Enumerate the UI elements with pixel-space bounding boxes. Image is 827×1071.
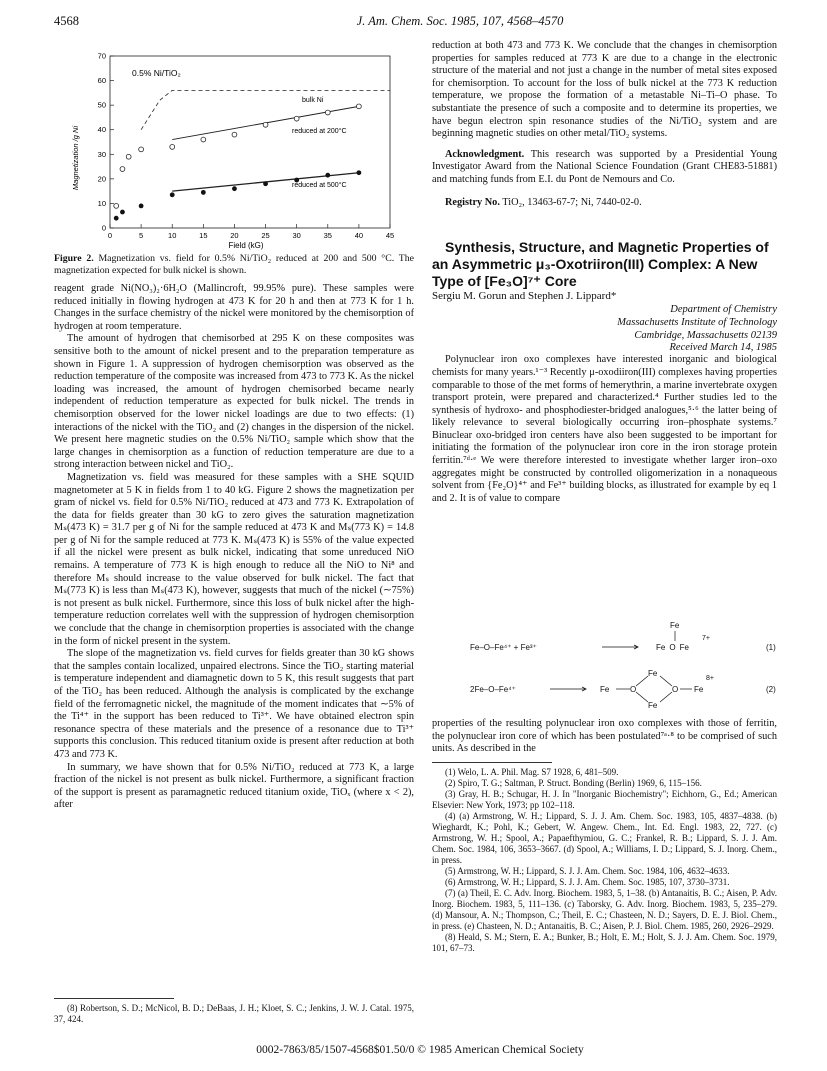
- acknowledgment: [432, 149, 777, 187]
- x-tick-label: 40: [354, 231, 364, 240]
- running-header: J. Am. Chem. Soc. 1985, 107, 4568–4570: [356, 14, 564, 28]
- eq2-fe-bottom: Fe: [648, 701, 658, 710]
- article-paragraph-1: Polynuclear iron oxo complexes have interested inorganic and biological chemists for many years.¹⁻³ Recently μ-oxodiiron(III) complexes having properties comparable to those of the met forms of hemerythrin, a marine invertebrate oxygen transport protein, were prepared and characterized.⁴ Further studies led to the synthesis of hydroxo- and phosphodiester-bridged analogues,⁵·⁶ the latter being of likely relevance to several biologically occurring iron–phosphate systems.⁷ Binuclear oxo-bridged iron centers have also been suggested to be important for initiating the formation of the polynuclear iron core in the iron storage protein ferritin.⁷ᵈ·ᵉ We were therefore interested to investigate whether larger iron–oxo aggregates might be constructed by controlled oligomerization in a nonaqueous solvent from {Fe₂O}⁴⁺ and Fe³⁺ building blocks, as illustrated for example by eq 1 and 2. It is of value to compare: [432, 354, 777, 504]
- article-authors: Sergiu M. Gorun and Stephen J. Lippard*: [432, 290, 617, 303]
- point-reduced-500: [114, 216, 119, 221]
- y-tick-label: 40: [97, 125, 106, 135]
- point-reduced-200: [356, 104, 361, 109]
- eq1-product: [656, 643, 689, 652]
- reference-4: (4) (a) Armstrong, W. H.; Lippard, S. J. J. Am. Chem. Soc. 1983, 105, 4837–4838. (b) Wieghardt, K.; Pohl, K.; Gebert, W. Angew. Chem., Int. Ed. Engl. 1983, 22, 727. (c) Armstrong, W. H.; Spool, A.; Papaefthymiou, G. C.; Frankel, R. B.; Lippard, S. J. J. Am. Chem. Soc. 1984, 106, 3653–3667. (d) Spool, A.; Williams, I. D.; Lippard, S. J. Inorg. Chem., in press.: [432, 810, 777, 865]
- eq2-charge: 8+: [706, 675, 714, 682]
- point-reduced-200: [126, 154, 131, 159]
- chart-axes: [98, 52, 395, 241]
- equations: [470, 620, 790, 710]
- reduced-200-label: reduced at 200°C: [292, 128, 347, 135]
- left-footnote-block: [54, 992, 414, 1025]
- x-tick-label: 20: [230, 231, 239, 240]
- x-tick-label: 0: [107, 231, 113, 240]
- eq2-bond-2: [636, 692, 648, 702]
- eq2-fe-top: Fe: [648, 669, 658, 678]
- eq2-bond-4: [660, 692, 672, 702]
- caption-text: Magnetization vs. field for 0.5% Ni/TiO₂ reduced at 200 and 500 °C. The magnetization expected for bulk nickel is shown.: [54, 253, 414, 276]
- point-reduced-200: [170, 145, 175, 150]
- point-reduced-500: [232, 186, 237, 191]
- left-paragraph-5: In summary, we have shown that for 0.5% Ni/TiO₂ reduced at 773 K, a large fraction of the nickel is not present as bulk nickel. Furthermore, a significant fraction of the support is present as paramagnetic reduced titanium oxide, TiOₓ (where x < 2), after: [54, 761, 414, 811]
- point-reduced-200: [325, 110, 330, 115]
- point-reduced-200: [139, 147, 144, 152]
- reference-5: (5) Armstrong, W. H.; Lippard, S. J. J. Am. Chem. Soc. 1984, 106, 4632–4633.: [445, 865, 730, 876]
- point-reduced-500: [325, 173, 330, 178]
- eq1-o: O: [669, 643, 676, 652]
- reference-2: (2) Spiro, T. G.; Saltman, P. Struct. Bonding (Berlin) 1969, 6, 115–156.: [445, 777, 702, 788]
- registry: [432, 197, 777, 210]
- eq2-lhs: 2Fe–O–Fe⁴⁺: [470, 685, 516, 694]
- point-reduced-500: [139, 203, 144, 208]
- y-tick-label: 0: [101, 223, 106, 233]
- x-tick-label: 45: [385, 231, 395, 240]
- page-number: 4568: [54, 14, 79, 28]
- reference-6: (6) Armstrong, W. H.; Lippard, S. J. J. Am. Chem. Soc. 1985, 107, 3730–3731.: [445, 876, 730, 887]
- references-rule: [432, 762, 552, 763]
- eq2-o-right: O: [672, 685, 679, 694]
- x-tick-label: 25: [261, 231, 270, 240]
- right-column-lower: [432, 718, 777, 954]
- affiliation-2: Massachusetts Institute of Technology: [617, 316, 777, 328]
- eq1-fe-top: Fe: [670, 621, 680, 630]
- y-tick-label: 10: [97, 198, 106, 208]
- x-tick-label: 35: [323, 231, 332, 240]
- article-title: Synthesis, Structure, and Magnetic Properties of an Asymmetric μ₃-Oxotriiron(III) Complex: A New Type of [Fe₃O]⁷⁺ Core: [432, 239, 769, 290]
- point-reduced-200: [294, 116, 299, 121]
- point-reduced-200: [263, 122, 268, 127]
- x-tick-label: 15: [199, 231, 208, 240]
- y-tick-label: 20: [97, 174, 106, 184]
- eq2-fe-right: Fe: [694, 685, 704, 694]
- acknowledgment-text: This research was supported by a Presidential Young Investigator Award from the National Science Foundation (Grant CHE83-51881) and matching funds from E.I. du Pont de Nemours and Co.: [432, 148, 777, 185]
- figure-caption: [54, 253, 414, 277]
- point-reduced-500: [170, 192, 175, 197]
- footnote-8: (8) Robertson, S. D.; McNicol, B. D.; DeBaas, J. H.; Kloet, S. C.; Jenkins, J. W. J. Catal. 1975, 37, 424.: [54, 1003, 414, 1024]
- left-paragraph-1: reagent grade Ni(NO₃)₂·6H₂O (Mallincroft, 99.95% pure). These samples were reduced initially in flowing hydrogen at 473 K for 20 h and then at 773 K for 1 h. Changes in the surface chemistry of the nickel were monitored by the chemisorption of hydrogen at room temperature.: [54, 283, 414, 332]
- y-tick-label: 50: [97, 100, 106, 110]
- eq1-lhs: Fe–O–Fe⁴⁺ + Fe³⁺: [470, 643, 537, 652]
- eq1-charge: 7+: [702, 635, 710, 642]
- registry-text: TiO₂, 13463-67-7; Ni, 7440-02-0.: [499, 196, 642, 208]
- left-paragraph-4: The slope of the magnetization vs. field curves for fields greater than 30 kG shows that the samples contain localized, unpaired electrons. Since the TiO₂ starting material is temperature independent and diamagnetic down to 5 K, this result suggests that part of the TiO₂ has been reduced. Although the analysis is complicated by the exchange field of the ferromagnetic nickel, the magnitude of the moment indicates that ∼5% of the Ti⁴⁺ in the support has been reduced to Ti³⁺. We have obtained electron spin resonance spectra of these materials and the presence of a resonance due to Ti³⁺ supports this conclusion. This reduced titanium oxide is present after reduction at both 473 and 773 K.: [54, 648, 414, 760]
- left-paragraph-2: The amount of hydrogen that chemisorbed at 295 K on these composites was sensitive both to the amount of nickel present and to the preparation temperature as shown in Figure 1. A suppression of hydrogen chemisorption was observed as the reduction temperature of the composite was increased from 473 to 773 K. As the nickel loading was increased, the amount of hydrogen chemisorbed became nearly independent of reduction temperature as expected for bulk nickel. The trends in chemisorption observed for the lower nickel loadings are due to two effects: (1) interactions of the nickel with the TiO₂ and (2) changes in the dispersion of the nickel. We present here magnetic studies on the 0.5% Ni/TiO₂ sample which show that the large changes in chemisorption as a function of reduction temperature are due to a strong interaction between nickel and TiO₂.: [54, 333, 414, 471]
- point-reduced-500: [120, 210, 125, 215]
- x-tick-label: 30: [292, 231, 301, 240]
- reference-7: (7) (a) Theil, E. C. Adv. Inorg. Biochem. 1983, 5, 1–38. (b) Antanaitis, B. C.; Aisen, P. Adv. Inorg. Biochem. 1983, 5, 111–136. (c) Taborsky, G. Adv. Inorg. Biochem. 1983, 5, 235–279. (d) Mansour, A. N.; Thompson, C.; Theil, E. C.; Chasteen, N. D.; Sayers, D. E. J. Biol. Chem., in press. (e) Chasteen, N. D.; Antanaitis, B. C.; Aisen, P. J. Biol. Chem. 1985, 260, 2926–2929.: [432, 887, 777, 931]
- point-reduced-200: [201, 137, 206, 142]
- y-axis-label: Magnetization /g Ni: [71, 125, 80, 191]
- right-column: [432, 40, 777, 505]
- y-tick-label: 60: [97, 76, 106, 86]
- point-reduced-200: [114, 203, 119, 208]
- reference-1: (1) Welo, L. A. Phil. Mag. S7 1928, 6, 481–509.: [445, 766, 619, 777]
- left-column: [54, 253, 414, 812]
- page-footer: 0002-7863/85/1507-4568$01.50/0 © 1985 American Chemical Society: [256, 1044, 584, 1056]
- x-tick-label: 10: [168, 231, 177, 240]
- eq1-fe-right: Fe: [679, 643, 689, 652]
- x-tick-label: 5: [139, 231, 144, 240]
- point-reduced-200: [232, 132, 237, 137]
- point-reduced-500: [263, 181, 268, 186]
- eq1-fe-left: Fe: [656, 643, 666, 652]
- article-paragraph-2: properties of the resulting polynuclear iron oxo complexes with those of ferritin, the polynuclear iron core of which has been postulated⁷ᵃ·⁸ to be comprised of such units. As described in the: [432, 718, 777, 755]
- affiliation-3: Cambridge, Massachusetts 02139: [634, 329, 777, 341]
- bulk-ni-label: bulk Ni: [302, 97, 324, 104]
- affiliation-1: Department of Chemistry: [670, 303, 777, 315]
- left-paragraph-3: Magnetization vs. field was measured for these samples with a SHE SQUID magnetometer at 5 K in fields from 1 to 40 kG. Figure 2 shows the magnetization per gram of nickel vs. field for 0.5% Ni/TiO₂ reduced at 473 and 773 K. Extrapolation of the data for fields greater than 30 kG to zero gives the saturation magnetization Mₛ(473 K) = 31.7 per g of Ni for the sample reduced at 473 K and Mₛ(773 K) = 14.8 per g of Ni for the sample reduced at 773 K. Mₛ(473 K) is 55% of the value expected if all the nickel were present as bulk nickel, indicating that some unreduced NiO remains. A temperature of 773 K is high enough to reduce all the NiO to Ni⁸ and therefore Mₛ should increase to the value observed for bulk nickel. The fact that Mₛ(773 K) is less than Mₛ(473 K), however, suggests that much of the nickel (∼75%) is not present as bulk nickel. Furthermore, since this loss of bulk nickel after the high-temperature reduction correlates well with the suppression of hydrogen chemisorption we conclude that the change in chemisorption properties is associated with the change in the form of nickel present in the system.: [54, 471, 414, 647]
- point-reduced-500: [356, 170, 361, 175]
- eq2-number: (2): [766, 685, 776, 694]
- y-tick-label: 30: [97, 149, 106, 159]
- footnote-rule: [54, 998, 174, 999]
- caption-label: Figure 2.: [54, 253, 94, 264]
- eq2-fe-left: Fe: [600, 685, 610, 694]
- point-reduced-200: [120, 167, 125, 172]
- inset-label: 0.5% Ni/TiO₂: [132, 68, 181, 78]
- plot-frame: [110, 56, 390, 228]
- eq2-o-left: O: [630, 685, 637, 694]
- acknowledgment-label: Acknowledgment.: [445, 148, 525, 160]
- eq1-number: (1): [766, 643, 776, 652]
- reference-3: (3) Gray, H. B.; Schugar, H. J. In "Inorganic Biochemistry"; Eichhorn, G., Ed.; American Elsevier: New York, 1973; pp 102–118.: [432, 788, 777, 810]
- right-paragraph-1: reduction at both 473 and 773 K. We conclude that the changes in chemisorption properties for samples reduced at 773 K are due to a change in the electronic structure of the material and not just a change in the number of metal sites exposed for chemisorption. To account for the loss of bulk nickel at the 773 K reduction temperature, we propose the formation of a metastable Ni–Ti–O phase. To substantiate the presence of such a composite and to determine its properties, we have begun electron spin resonance studies of the Ni/TiO₂ system and are beginning magnetic studies on other metal/TiO₂ systems.: [432, 40, 777, 140]
- eq2-bond-1: [636, 676, 648, 686]
- x-axis-label: Field (kG): [228, 241, 264, 250]
- eq2-bond-3: [660, 676, 672, 686]
- references-list: [432, 767, 777, 954]
- reference-8: (8) Heald, S. M.; Stern, E. A.; Bunker, B.; Holt, E. M.; Holt, S. J. J. Am. Chem. Soc. 1979, 101, 67–73.: [432, 931, 777, 953]
- figure-2-chart: [70, 48, 410, 253]
- chart-marks: [114, 90, 390, 220]
- received-date: Received March 14, 1985: [669, 341, 777, 353]
- reduced-500-label: reduced at 500°C: [292, 182, 347, 189]
- registry-label: Registry No.: [445, 196, 500, 208]
- y-tick-label: 70: [97, 51, 106, 61]
- point-reduced-500: [201, 190, 206, 195]
